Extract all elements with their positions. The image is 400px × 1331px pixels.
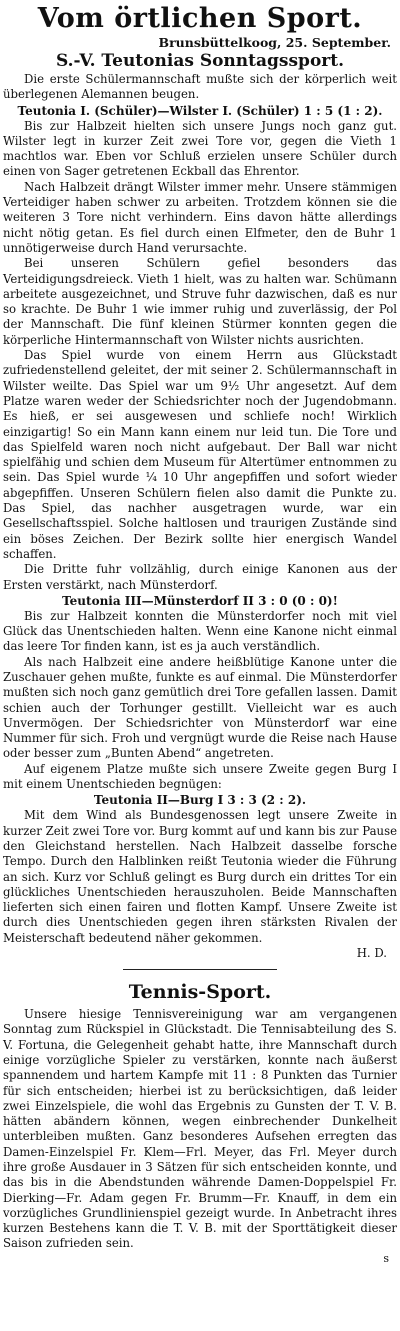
paragraph: Bis zur Halbzeit konnten die Münsterdorfer noch mit viel Glück das Unentschieden halten. Wenn eine Kanone nicht einmal das leere Tor finden kann, ist es ja auch verständlich. [3,608,397,654]
paragraph: Auf eigenem Platze mußte sich unsere Zweite gegen Burg I mit einem Unentschieden begnügen: [3,761,397,792]
match-result: Teutonia I. (Schüler)—Wilster I. (Schüler) 1 : 5 (1 : 2). [17,103,383,118]
paragraph: Nach Halbzeit drängt Wilster immer mehr. Unsere stämmigen Verteidiger haben schwer zu arbeiten. Trotzdem können sie die weiteren 3 Tore nicht verhindern. Eins davon hätte allerdings nicht nötig getan. Es fiel durch einen Elfmeter, den de Buhr 1 unnötigerweise durch Hand verursachte. [3,179,397,255]
section-title-teutonia: S.-V. Teutonias Sonntagssport. [55,51,345,71]
headline: Vom örtlichen Sport. [37,3,363,34]
section-title-tennis: Tennis-Sport. [128,981,272,1004]
author-signature: s [383,1251,389,1265]
paragraph: Das Spiel wurde von einem Herrn aus Glückstadt zufriedenstellend geleitet, der mit seiner 2. Schülermannschaft in Wilster weilte. Das Spiel war um 9½ Uhr angesetzt. Auf dem Platze waren weder der Schiedsrichter noch der Jugendobmann. Es hieß, er sei ausgewesen und schliefe noch! Wirklich einzigartig! So ein Mann kann einem nur leid tun. Die Tore und das Spielfeld waren noch nicht aufgebaut. Der Ball war nicht spielfähig und schien dem Museum für Altertümer entnommen zu sein. Das Spiel wurde ¼ 10 Uhr angepfiffen und sofort wieder abgepfiffen. Unseren Schülern fielen also damit die Punkte zu. Das Spiel, das nachher ausgetragen wurde, war ein Gesellschaftsspiel. Solche haltlosen und traurigen Zustände sind ein böses Zeichen. Der Bezirk sollte hier energisch Wandel schaffen. [3,348,397,561]
article-teutonia [3,72,397,961]
paragraph: Als nach Halbzeit eine andere heißblütige Kanone unter die Zuschauer gehen mußte, funkte es auf einmal. Die Münsterdorfer mußten sich noch ganz gemütlich drei Tore gefallen lassen. Damit schien auch der Torhunger gestillt. Vielleicht war es auch Unvermögen. Der Schiedsrichter von Münsterdorf war eine Nummer für sich. Froh und vergnügt wurde die Reise nach Hause oder besser zum „Bunten Abend“ angetreten. [3,654,397,761]
dateline: Brunsbüttelkoog, 25. September. [158,35,391,50]
section-divider [123,969,277,970]
article-tennis [3,1007,397,1266]
paragraph: Bis zur Halbzeit hielten sich unsere Jungs noch ganz gut. Wilster legt in kurzer Zeit zwei Tore vor, gegen die Vieth 1 machtlos war. Eben vor Schluß erzielen unsere Schüler durch einen von Sager getretenen Eckball das Ehrentor. [3,118,397,179]
paragraph: Unsere hiesige Tennisvereinigung war am vergangenen Sonntag zum Rückspiel in Glückstadt. Die Tennisabteilung des S. V. Fortuna, die Gelegenheit gehabt hatte, ihre Mannschaft durch einige vorzügliche Spieler zu verstärken, konnte nach äußerst spannendem und hartem Kampfe mit 11 : 8 Punkten das Turnier für sich entscheiden; hierbei ist zu berücksichtigen, daß leider zwei Einzelspiele, die wohl das Ergebnis zu Gunsten der T. V. B. hätten abändern können, wegen einbrechender Dunkelheit unterbleiben mußten. Ganz besonderes Aufsehen erregten das Damen-Einzelspiel Fr. Klem—Frl. Meyer, das Frl. Meyer durch ihre große Ausdauer in 3 Sätzen für sich entscheiden konnte, und das bis in die Abendstunden währende Damen-Doppelspiel Fr. Dierking—Fr. Adam gegen Fr. Brumm—Fr. Knauff, in dem ein vorzügliches Grundlinienspiel gezeigt wurde. In Anbetracht ihres kurzen Bestehens kann die T. V. B. mit der Sporttätigkeit dieser Saison zufrieden sein. [3,1007,397,1251]
paragraph: Bei unseren Schülern gefiel besonders das Verteidigungsdreieck. Vieth 1 hielt, was zu halten war. Schümann arbeitete ausgezeichnet, und Struve fuhr dazwischen, daß es nur so krachte. De Buhr 1 wie immer ruhig und zuverlässig, der Pol der Mannschaft. Die fünf kleinen Stürmer konnten gegen die körperliche Hintermannschaft von Wilster nichts ausrichten. [3,256,397,347]
author-signature: H. D. [356,946,387,961]
paragraph: Die Dritte fuhr vollzählig, durch einige Kanonen aus der Ersten verstärkt, nach Münsterdorf. [3,562,397,592]
paragraph: Die erste Schülermannschaft mußte sich der körperlich weit überlegenen Alemannen beugen. [3,72,397,102]
match-result: Teutonia II—Burg I 3 : 3 (2 : 2). [93,793,307,808]
match-result: Teutonia III—Münsterdorf II 3 : 0 (0 : 0)! [62,593,338,608]
paragraph: Mit dem Wind als Bundesgenossen legt unsere Zweite in kurzer Zeit zwei Tore vor. Burg kommt auf und kann bis zur Pause den Gleichstand herstellen. Nach Halbzeit dasselbe forsche Tempo. Durch den Halblinken reißt Teutonia wieder die Führung an sich. Kurz vor Schluß gelingt es Burg durch ein drittes Tor ein glückliches Unentschieden herauszuholen. Beide Mannschaften lieferten sich einen fairen und flotten Kampf. Unsere Zweite ist durch dies Unentschieden gegen ihren stärksten Rivalen der Meisterschaft bedeutend näher gekommen. [3,808,397,945]
